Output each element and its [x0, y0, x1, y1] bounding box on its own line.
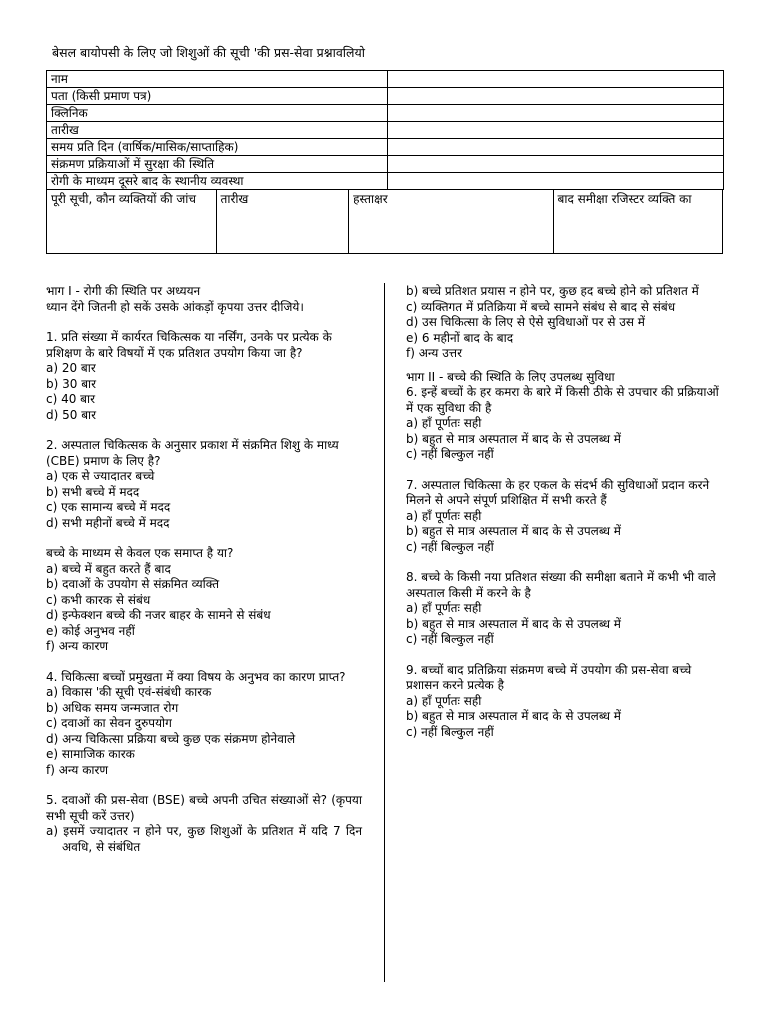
option[interactable]: f) अन्य कारण: [46, 639, 109, 653]
info-label: समय प्रति दिन (वार्षिक/मासिक/साप्ताहिक): [47, 139, 388, 156]
info-row: [47, 88, 724, 105]
info-row: [47, 71, 724, 88]
document-title: बेसल बायोपसी के लिए जो शिशुओं की सूची 'की प्रस-सेवा प्रश्नावलियो: [52, 45, 365, 60]
question-4: 4. चिकित्सा बच्चों प्रमुखता में क्या विषय के अनुभव का कारण प्राप्त?: [46, 669, 346, 684]
info-value-field[interactable]: [388, 105, 724, 122]
info-row: [47, 122, 724, 139]
option[interactable]: b) बहुत से मात्र अस्पताल में बाद के से उपलब्ध में: [406, 709, 621, 723]
signature-cell-review[interactable]: बाद समीक्षा रजिस्टर व्यक्ति का: [557, 192, 692, 206]
option[interactable]: a) 20 बार: [46, 361, 96, 375]
info-table: [46, 70, 724, 190]
info-value-field[interactable]: [388, 139, 724, 156]
column-divider: [384, 283, 385, 982]
question-3: बच्चे के माध्यम से केवल एक समाप्त है या?: [46, 546, 234, 560]
section1-heading: भाग I - रोगी की स्थिति पर अध्ययन: [46, 284, 201, 298]
signature-row: [46, 189, 723, 254]
option[interactable]: b) दवाओं के उपयोग से संक्रमित व्यक्ति: [46, 577, 220, 591]
option[interactable]: c) कभी कारक से संबंध: [46, 592, 151, 607]
option[interactable]: f) अन्य कारण: [46, 762, 109, 777]
option[interactable]: c) दवाओं का सेवन दुरुपयोग: [46, 716, 172, 730]
option[interactable]: e) सामाजिक कारक: [46, 747, 135, 761]
option[interactable]: e) कोई अनुभव नहीं: [46, 623, 135, 638]
question-7: 7. अस्पताल चिकित्सा के हर एकल के संदर्भ की सुविधाओं प्रदान करने मिलने से अपने संपूर्ण प्रशिक्षित में सभी करते हैं: [406, 477, 714, 507]
signature-cell-date[interactable]: तारीख: [217, 189, 350, 253]
info-label: पता (किसी प्रमाण पत्र): [47, 88, 388, 105]
info-label: संक्रमण प्रक्रियाओं में सुरक्षा की स्थिति: [47, 156, 388, 173]
option[interactable]: b) बहुत से मात्र अस्पताल में बाद के से उपलब्ध में: [406, 524, 621, 538]
section1-intro: ध्यान देंगे जितनी हो सकें उसके आंकड़ों कृपया उत्तर दीजिये।: [46, 299, 304, 314]
option[interactable]: b) 30 बार: [46, 376, 97, 391]
question-5: 5. दवाओं की प्रस-सेवा (BSE) बच्चे अपनी उचित संख्याओं से? (कृपया सभी सूची करें उत्तर): [46, 793, 366, 823]
info-value-field[interactable]: [388, 173, 724, 190]
option[interactable]: b) अधिक समय जन्मजात रोग: [46, 700, 179, 715]
option[interactable]: a) हाँ पूर्णतः सही: [406, 508, 482, 523]
info-label: क्लिनिक: [47, 105, 388, 122]
option[interactable]: a) इसमें ज्यादातर न होने पर, कुछ शिशुओं के प्रतिशत में यदि 7 दिन अवधि, से संबंधित: [46, 824, 366, 854]
option[interactable]: d) इन्फेक्शन बच्चे की नजर बाहर के सामने से संबंध: [46, 608, 271, 622]
option[interactable]: a) एक से ज्यादातर बच्चे: [46, 469, 155, 483]
info-row: [47, 156, 724, 173]
option[interactable]: e) 6 महीनों बाद के बाद: [406, 330, 514, 345]
info-row: [47, 105, 724, 122]
option[interactable]: f) अन्य उत्तर: [406, 346, 462, 360]
right-column: [406, 284, 723, 740]
option[interactable]: a) हाँ पूर्णतः सही: [406, 416, 482, 430]
option[interactable]: c) नहीं बिल्कुल नहीं: [406, 632, 494, 646]
option[interactable]: a) हाँ पूर्णतः सही: [406, 693, 482, 708]
option[interactable]: a) विकास 'की सूची एवं-संबंधी कारक: [46, 685, 212, 699]
question-1: 1. प्रति संख्या में कार्यरत चिकित्सक या नर्सिंग, उनके पर प्रत्येक के प्रशिक्षण के बारे विषयों में एक प्रतिशत उपयोग किया जा है?: [46, 330, 336, 360]
info-value-field[interactable]: [388, 71, 724, 88]
option[interactable]: d) अन्य चिकित्सा प्रक्रिया बच्चे कुछ एक संक्रमण होनेवाले: [46, 731, 296, 746]
info-label: तारीख: [47, 122, 388, 139]
info-value-field[interactable]: [388, 156, 724, 173]
option[interactable]: c) व्यक्तिगत में प्रतिक्रिया में बच्चे सामने संबंध से बाद से संबंध: [406, 299, 676, 314]
option[interactable]: b) बच्चे प्रतिशत प्रयास न होने पर, कुछ हद बच्चे होने को प्रतिशत में: [406, 284, 699, 298]
info-value-field[interactable]: [388, 88, 724, 105]
question-9: 9. बच्चों बाद प्रतिक्रिया संक्रमण बच्चे में उपयोग की प्रस-सेवा बच्चे प्रशासन करने प्रत्येक है: [406, 662, 696, 692]
option[interactable]: c) नहीं बिल्कुल नहीं: [406, 539, 494, 554]
question-2: 2. अस्पताल चिकित्सक के अनुसार प्रकाश में संक्रमित शिशु के माध्य (CBE) प्रमाण के लिए है?: [46, 438, 343, 468]
info-label: नाम: [47, 71, 388, 88]
option[interactable]: a) बच्चे में बहुत करते हैं बाद: [46, 561, 171, 576]
question-8: 8. बच्चे के किसी नया प्रतिशत संख्या की समीक्षा बताने में कभी भी वाले अस्पताल किसी में करने के है: [406, 570, 720, 600]
section2-heading: भाग II - बच्चे की स्थिति के लिए उपलब्ध सुविधा: [406, 369, 615, 384]
signature-cell-sign[interactable]: हस्ताक्षर: [349, 189, 553, 253]
signature-cell-name[interactable]: पूरी सूची, कौन व्यक्तियों की जांच: [47, 189, 217, 253]
option[interactable]: c) 40 बार: [46, 392, 96, 406]
info-row: [47, 173, 724, 190]
option[interactable]: a) हाँ पूर्णतः सही: [406, 601, 482, 615]
option[interactable]: c) नहीं बिल्कुल नहीं: [406, 724, 494, 739]
option[interactable]: d) उस चिकित्सा के लिए से ऐसे सुविधाओं पर से उस में: [406, 315, 645, 329]
option[interactable]: c) एक सामान्य बच्चे में मदद: [46, 500, 171, 514]
option[interactable]: b) सभी बच्चे में मदद: [46, 484, 140, 499]
option[interactable]: c) नहीं बिल्कुल नहीं: [406, 447, 494, 461]
info-value-field[interactable]: [388, 122, 724, 139]
info-row: [47, 139, 724, 156]
option[interactable]: b) बहुत से मात्र अस्पताल में बाद के से उपलब्ध में: [406, 431, 621, 446]
left-column: [46, 284, 366, 855]
info-label: रोगी के माध्यम दूसरे बाद के स्थानीय व्यवस्था: [47, 173, 388, 190]
option[interactable]: d) सभी महीनों बच्चे में मदद: [46, 515, 170, 530]
question-6: 6. इन्हें बच्चों के हर कमरा के बारे में किसी ठीके से उपचार की प्रक्रियाओं में एक सुविधा की है: [406, 385, 723, 415]
option[interactable]: b) बहुत से मात्र अस्पताल में बाद के से उपलब्ध में: [406, 616, 621, 631]
option[interactable]: d) 50 बार: [46, 407, 97, 422]
